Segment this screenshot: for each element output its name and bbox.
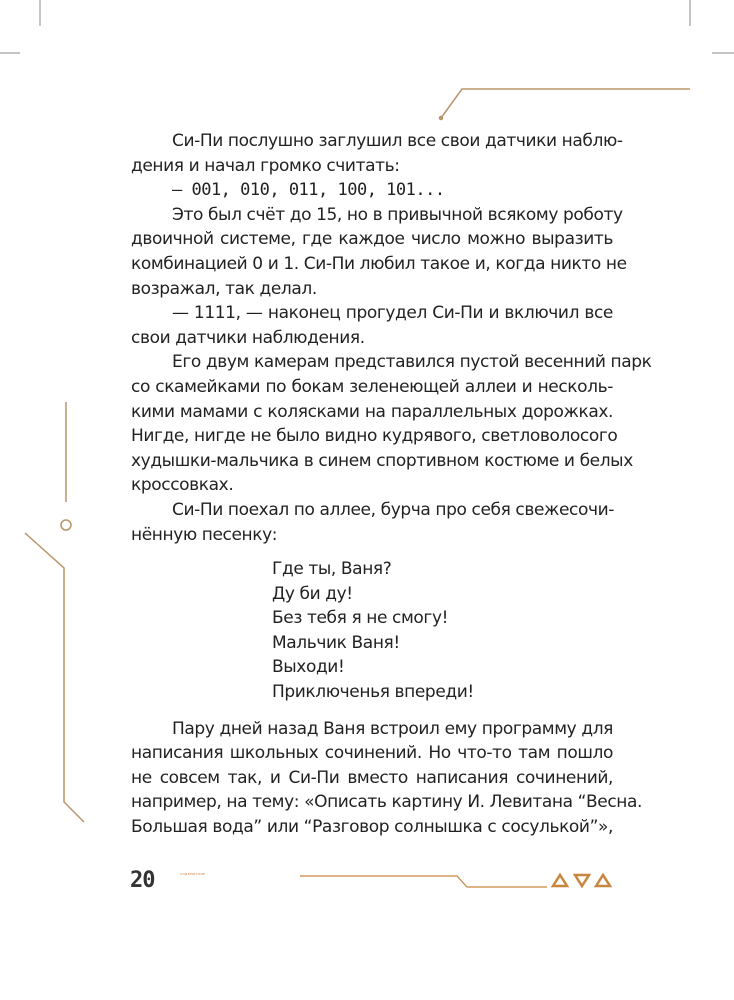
text-line: свои датчики наблюдения. [131, 327, 365, 348]
poem-line: Выходи! [272, 657, 345, 678]
text-line: Его двум камерам представился пустой весенний парк [172, 352, 652, 373]
text-line: — 1111, — наконец прогудел Си-Пи и включил все [172, 303, 613, 324]
text-line: Пару дней назад Ваня встроил ему программу для [172, 718, 613, 739]
text-line: двоичной системе, где каждое число можно выразить [131, 229, 613, 250]
text-line: Это был счёт до 15, но в привычной всякому роботу [172, 204, 623, 225]
toc-label[interactable]: СОДЕРЖАНИЕ [180, 872, 206, 876]
text-line: нённую песенку: [131, 524, 278, 545]
paragraph [131, 498, 613, 547]
text-line: Нигде, нигде не было видно кудрявого, светловолосого [131, 426, 618, 447]
crop-marks [0, 0, 734, 53]
text-line: кроссовках. [131, 475, 234, 496]
text-line: Большая вода” или “Разговор солнышка с сосулькой”», [131, 817, 613, 838]
footer-triangle-icons [553, 875, 610, 886]
text-line: не совсем так, и Си-Пи вместо написания сочинений, [131, 767, 613, 788]
text-line: написания школьных сочинений. Но что-то там пошло [131, 743, 613, 764]
paragraph [131, 129, 623, 178]
body-text [131, 129, 652, 840]
text-line: Си-Пи поехал по аллее, бурча про себя свежесочи- [172, 499, 615, 520]
page-number: 20 [130, 868, 155, 893]
text-line: худышки-мальчика в синем спортивном костюме и белых [131, 450, 633, 471]
text-line: кими мамами с колясками на параллельных дорожках. [131, 401, 613, 422]
poem-line: Без тебя я не смогу! [272, 608, 449, 629]
text-line: например, на тему: «Описать картину И. Левитана “Весна. [131, 792, 643, 813]
circuit-line-left [25, 402, 84, 822]
text-line: — 001, 010, 011, 100, 101... [172, 180, 445, 201]
poem-line: Ду би ду! [272, 583, 353, 604]
paragraph [131, 717, 643, 840]
paragraph [131, 178, 613, 203]
text-line: комбинацией 0 и 1. Си-Пи любил такое и, когда никто не [131, 253, 627, 274]
paragraph [131, 301, 613, 350]
paragraph [131, 350, 652, 498]
circuit-line-top [440, 89, 691, 120]
poem-line: Приключенья впереди! [272, 682, 474, 703]
text-line: возражал, так делал. [131, 278, 317, 299]
poem [131, 557, 613, 705]
text-line: дения и начал громко считать: [131, 155, 400, 176]
poem-line: Где ты, Ваня? [272, 559, 392, 580]
paragraph [131, 203, 627, 301]
text-line: Си-Пи послушно заглушил все свои датчики наблю- [172, 131, 623, 151]
footer-circuit-line [300, 876, 547, 887]
poem-line: Мальчик Ваня! [272, 632, 400, 653]
text-line: со скамейками по бокам зеленеющей аллеи и несколь- [131, 376, 613, 397]
